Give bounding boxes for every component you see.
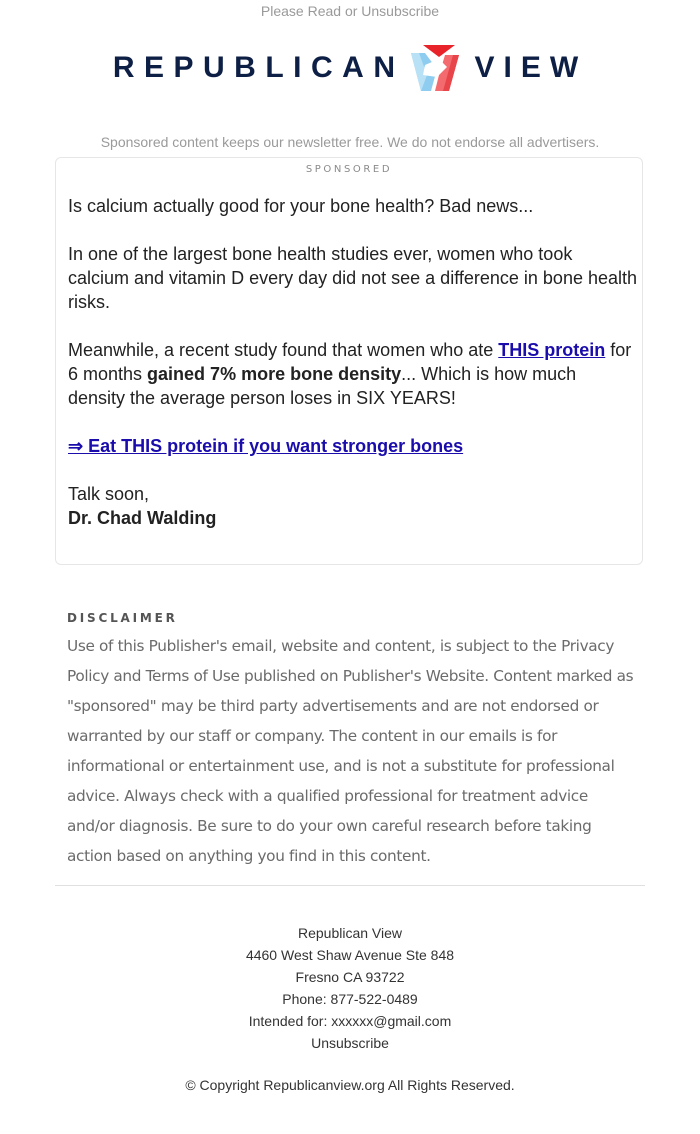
eat-this-protein-cta-link[interactable]: ⇒ Eat THIS protein if you want stronger bones bbox=[68, 436, 464, 456]
ad-body bbox=[68, 194, 638, 530]
disclaimer-text: Use of this Publisher's email, website and content, is subject to the Privacy Policy and Terms of Use published on Publisher's Website. Content marked as "sponsored" may be third party advertisements and are not endorsed or warranted by our staff or company. The content in our emails is for informational or entertainment use, and is not a substitute for professional advice. Always check with a qualified professional for treatment advice and/or diagnosis. Be sure to do your own careful research before taking action based on anything you find in this content. bbox=[67, 637, 634, 865]
bold-claim: gained 7% more bone density bbox=[147, 364, 402, 384]
footer-city: Fresno CA 93722 bbox=[295, 969, 405, 985]
footer-address: 4460 West Shaw Avenue Ste 848 bbox=[245, 947, 455, 963]
footer-company: Republican View bbox=[297, 925, 403, 941]
copyright: © Copyright Republicanview.org All Rights Reserved. bbox=[185, 1077, 515, 1093]
signature bbox=[68, 506, 638, 530]
footer bbox=[0, 922, 700, 1054]
logo-word-republican: REPUBLICAN bbox=[112, 51, 405, 84]
footer-divider bbox=[55, 885, 645, 886]
star-shield-logo-icon bbox=[409, 45, 461, 91]
republican-view-logo[interactable] bbox=[0, 44, 700, 92]
paragraph-text: ... Which is how much density the average person loses in SIX YEARS! bbox=[68, 364, 577, 408]
signature-name: Dr. Chad Walding bbox=[68, 508, 217, 528]
footer-intended-for: Intended for: xxxxxx@gmail.com bbox=[248, 1013, 452, 1029]
sponsored-content-note: Sponsored content keeps our newsletter free. We do not endorse all advertisers. bbox=[100, 134, 600, 150]
please-read-or-unsubscribe-link[interactable]: Please Read or Unsubscribe bbox=[260, 3, 440, 19]
sponsored-label: SPONSORED bbox=[305, 164, 393, 175]
ad-headline: Is calcium actually good for your bone health? Bad news... bbox=[68, 196, 534, 216]
footer-unsubscribe-link[interactable]: Unsubscribe bbox=[311, 1035, 389, 1051]
logo-word-view: VIEW bbox=[474, 51, 588, 84]
paragraph-text: Meanwhile, a recent study found that women who ate bbox=[68, 340, 499, 360]
ad-paragraph-2 bbox=[68, 338, 638, 410]
sponsored-ad-card bbox=[55, 157, 643, 565]
disclaimer-section bbox=[67, 611, 637, 871]
paragraph-text: for 6 months bbox=[68, 340, 632, 384]
disclaimer-title: DISCLAIMER bbox=[67, 611, 178, 625]
this-protein-link[interactable]: THIS protein bbox=[498, 340, 606, 360]
ad-paragraph-1: In one of the largest bone health studies ever, women who took calcium and vitamin D every day did not see a difference in bone health risks. bbox=[68, 244, 638, 312]
footer-phone: Phone: 877-522-0489 bbox=[282, 991, 418, 1007]
signoff: Talk soon, bbox=[68, 484, 150, 504]
